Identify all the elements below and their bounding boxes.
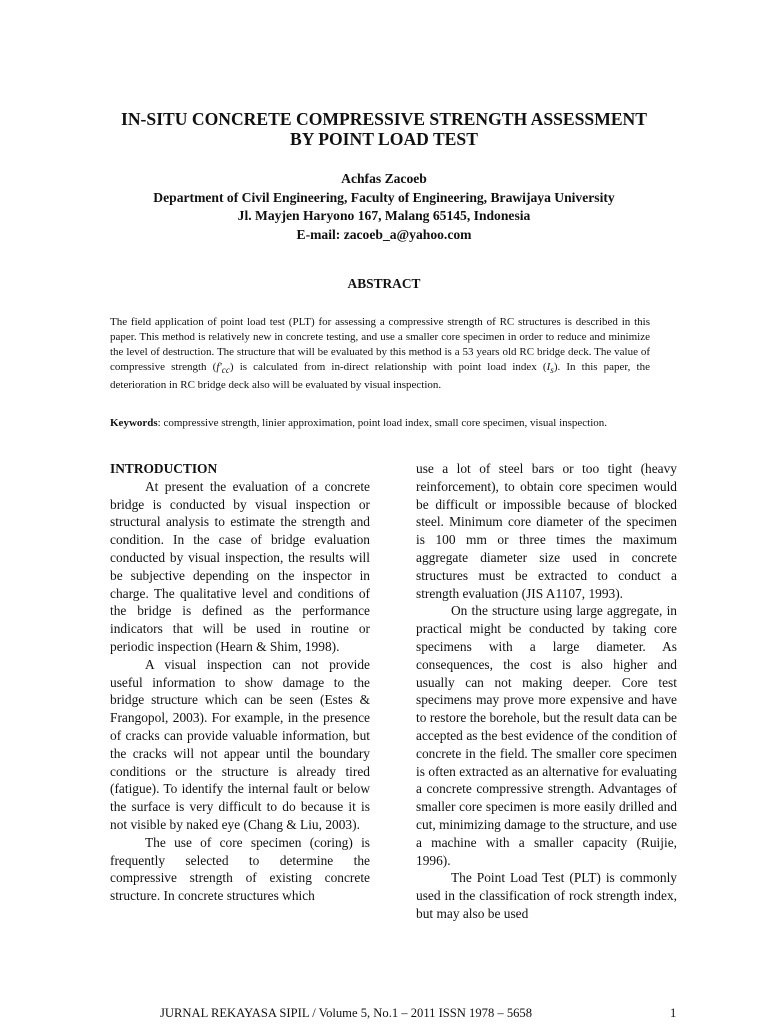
author-affiliation: Department of Civil Engineering, Faculty of Engineering, Brawijaya University	[153, 189, 615, 205]
intro-paragraph-1: At present the evaluation of a concrete bridge is conducted by visual inspection or structural analysis to estimate the strength and condition. In the case of bridge evaluation conducted by visual inspection, the results will be subjective depending on the inspector in charge. The qualitative level and conditions of the bridge is defined as the performance indicators that will be used in routine or periodic inspection (Hearn & Shim, 1998).	[110, 478, 370, 654]
keywords-label: Keywords	[110, 417, 158, 429]
author-block	[60, 170, 708, 244]
title-line-2: BY POINT LOAD TEST	[290, 129, 478, 149]
abstract-heading: ABSTRACT	[347, 276, 421, 291]
paper-title	[90, 109, 678, 149]
right-column	[416, 460, 677, 923]
intro-paragraph-2: A visual inspection can not provide useful information to show damage to the bridge structure which can be seen (Estes & Frangopol, 2003). For example, in the presence of cracks can provide valuable information, but the cracks will not appear until the boundary conditions or the structure is already tired (fatigue). To identify the internal fault or below the surface is very difficult to do because it is not visible by naked eye (Chang & Liu, 2003).	[110, 656, 370, 832]
left-column	[110, 460, 370, 905]
keywords-text: : compressive strength, linier approximation, point load index, small core specimen, visual inspection.	[157, 417, 608, 429]
intro-paragraph-3-continued: use a lot of steel bars or too tight (heavy reinforcement), to obtain core specimen would be difficult or impossible because of blocked steel. Minimum core diameter of the specimen is 100 mm or three times the maximum aggregate diameter size used in concrete structures must be extracted to conduct a strength evaluation (JIS A1107, 1993).	[416, 461, 677, 601]
fcc-subscript: cc	[221, 365, 230, 376]
abstract-text	[110, 315, 650, 393]
page-number: 1	[670, 1006, 677, 1020]
introduction-heading: INTRODUCTION	[110, 461, 218, 476]
author-name: Achfas Zacoeb	[341, 171, 427, 186]
journal-footer: JURNAL REKAYASA SIPIL / Volume 5, No.1 – 2011 ISSN 1978 – 5658	[160, 1006, 533, 1020]
title-line-1: IN-SITU CONCRETE COMPRESSIVE STRENGTH ASSESSMENT	[121, 109, 647, 129]
author-email: E-mail: zacoeb_a@yahoo.com	[296, 226, 472, 242]
intro-paragraph-4: On the structure using large aggregate, in practical might be conducted by taking core specimens with a large diameter. As consequences, the cost is also higher and usually can not making deeper. Core test specimens may prove more expensive and have to restore the borehole, but the result data can be accepted as the best evidence of the condition of concrete in the field. The smaller core specimen is often extracted as an alternative for evaluating a concrete compressive strength. Advantages of smaller core specimen is more easily drilled and cut, minimizing damage to the structure, and use a machine with a smaller capacity (Ruijie, 1996).	[416, 603, 677, 868]
abstract-part-a: The field application of point load test (PLT) for assessing a compressive strength of RC structures is described in this paper. This method is relatively new in concrete testing, and use a smaller core specimen in order to reduce and minimize the level of destruction. The structure that will be evaluated by this method is a 53 years old RC bridge deck. The value of compressive strength (	[110, 316, 650, 373]
abstract-part-c: ). In this paper, the deterioration in RC bridge deck also will be evaluated by visual inspection.	[110, 361, 650, 392]
keywords	[110, 416, 650, 431]
author-address: Jl. Mayjen Haryono 167, Malang 65145, Indonesia	[237, 208, 531, 224]
intro-paragraph-5: The Point Load Test (PLT) is commonly used in the classification of rock strength index, but may also be used	[416, 870, 677, 921]
abstract-part-b: ) is calculated from in-direct relationship with point load index (	[229, 361, 547, 373]
fcc-symbol: f'	[216, 361, 222, 373]
intro-paragraph-3: The use of core specimen (coring) is frequently selected to determine the compressive strength of existing concrete structure. In concrete structures which	[110, 834, 370, 904]
is-subscript: s	[550, 365, 554, 376]
is-symbol: I	[546, 361, 551, 373]
